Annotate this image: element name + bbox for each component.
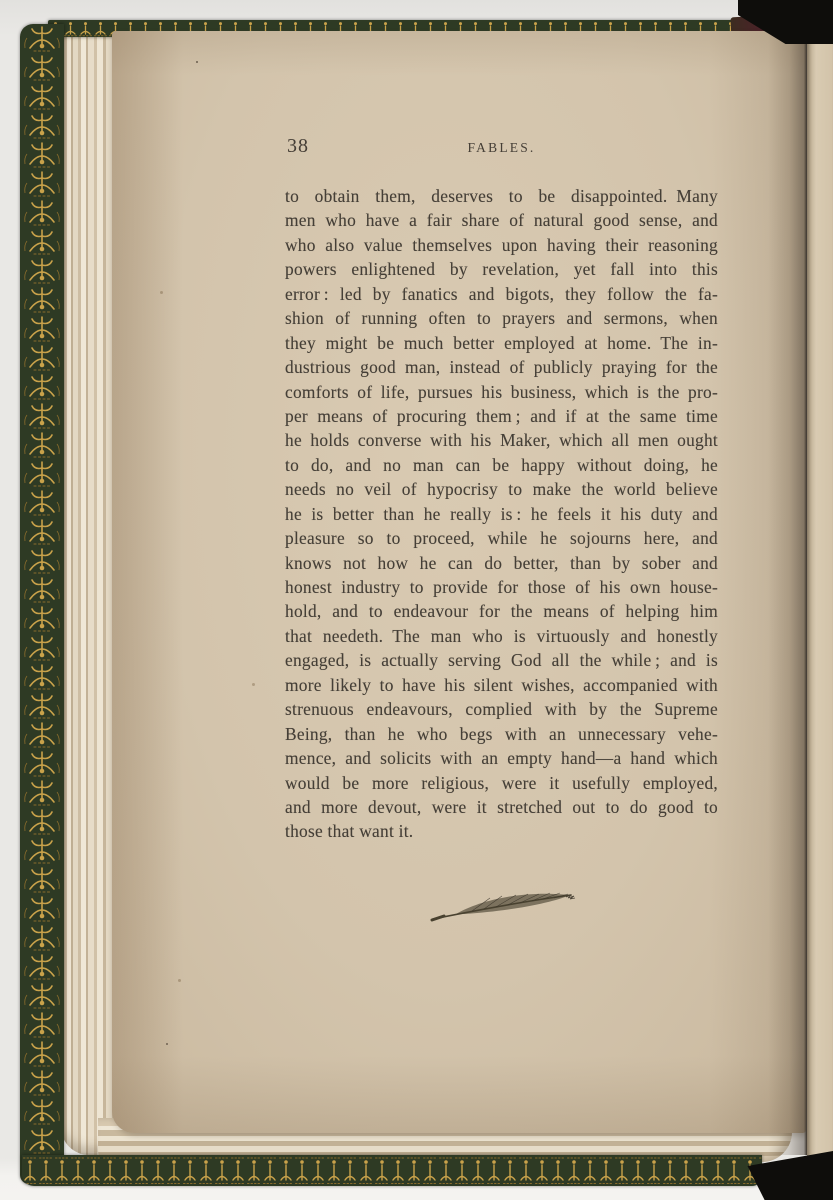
body-text	[285, 184, 718, 844]
foxing-spot	[252, 683, 255, 686]
book-cover-left-edge	[20, 24, 64, 1184]
text-line: that needeth. The man who is virtuously and honestly	[285, 625, 718, 646]
page-stack-edge-left	[61, 31, 116, 1155]
text-line: Being, than he who begs with an unnecessary vehe-	[285, 723, 718, 744]
text-line: hold, and to endeavour for the means of helping him	[285, 601, 718, 622]
foxing-spot	[196, 61, 198, 63]
running-title: FABLES.	[467, 140, 536, 155]
book-cover-bottom-edge	[22, 1155, 762, 1186]
text-line: to do, and no man can be happy without doing, he	[285, 454, 718, 475]
gold-tooling-pattern-icon	[22, 1155, 762, 1186]
feather-ornament	[428, 885, 578, 927]
text-line: he holds converse with his Maker, which all men ought	[285, 430, 718, 451]
foxing-spot	[160, 291, 163, 294]
text-line: more likely to have his silent wishes, accompanied with	[285, 674, 718, 695]
text-line: he is better than he really is : he feels it his duty and	[285, 503, 718, 524]
text-line: knows not how he can do better, than by sober and	[285, 552, 718, 573]
text-line: powers enlightened by revelation, yet fall into this	[285, 259, 718, 280]
foxing-spot	[178, 979, 181, 982]
damp-stain	[112, 31, 184, 1133]
text-line: error : led by fanatics and bigots, they follow the fa-	[285, 283, 718, 304]
text-line: shion of running often to prayers and sermons, when	[285, 308, 718, 329]
gold-tooling-pattern-icon	[20, 24, 64, 1184]
text-line: to obtain them, deserves to be disappointed. Many	[285, 186, 718, 206]
book-page	[112, 31, 806, 1133]
page-number: 38	[287, 135, 309, 157]
text-line: needs no veil of hypocrisy to make the world believe	[285, 479, 718, 500]
foxing-spot	[166, 1043, 168, 1045]
text-line: would be more religious, were it usefully employed,	[285, 772, 718, 793]
text-line: who also value themselves upon having their reasoning	[285, 234, 718, 255]
text-line: those that want it.	[285, 821, 414, 842]
text-line: engaged, is actually serving God all the while ; and is	[285, 650, 718, 671]
text-line: and more devout, were it stretched out to do good to	[285, 796, 718, 817]
text-line: they might be much better employed at home. The in-	[285, 332, 718, 353]
text-line: honest industry to provide for those of his own house-	[285, 577, 718, 597]
text-line: pleasure so to proceed, while he sojourns here, and	[285, 528, 718, 549]
text-line: per means of procuring them ; and if at the same time	[285, 405, 718, 426]
text-line: men who have a fair share of natural good sense, and	[285, 210, 718, 231]
text-line: comforts of life, pursues his business, which is the pro-	[285, 381, 718, 402]
page-header	[285, 135, 718, 161]
facing-page-sliver	[807, 26, 833, 1178]
text-line: dustrious good man, instead of publicly praying for the	[285, 357, 718, 378]
text-line: mence, and solicits with an empty hand—a hand which	[285, 748, 718, 769]
text-line: strenuous endeavours, complied with by the Supreme	[285, 699, 718, 720]
gutter-shadow	[768, 31, 807, 1155]
